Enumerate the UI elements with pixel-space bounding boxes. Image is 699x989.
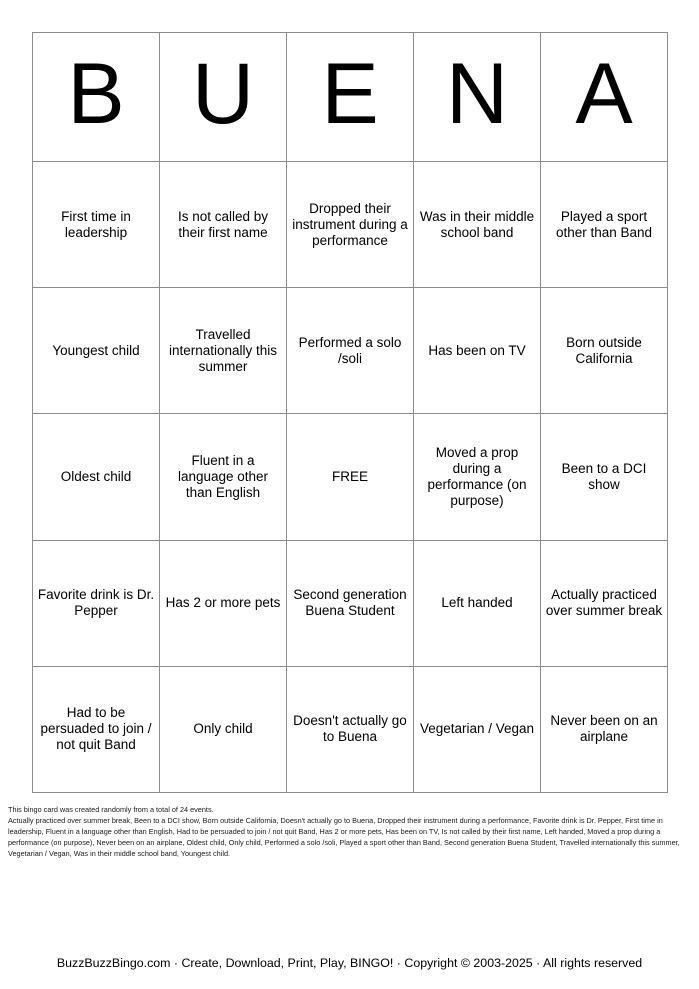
bingo-cell[interactable] (33, 162, 160, 288)
bingo-cell[interactable] (33, 288, 160, 414)
header-letter-u: U (160, 33, 287, 162)
bingo-cell-label: Has 2 or more pets (165, 595, 281, 611)
bingo-cell-label: FREE (331, 469, 368, 484)
bingo-row (33, 541, 668, 667)
bingo-cell-label: Is not called by their first name (177, 208, 269, 240)
bingo-cell[interactable] (287, 288, 414, 414)
bingo-cell-label: Travelled internationally this summer (168, 326, 278, 374)
bingo-cell[interactable] (541, 162, 668, 288)
bingo-cell[interactable] (287, 162, 414, 288)
fineprint-events-list: Actually practiced over summer break, Been to a DCI show, Born outside California, Doesn't actually go to Buena, Dropped their instrument during a performance, Favorite drink is Dr. Pepper, First time in leadership, Fluent in a language other than English, Had to be persuaded to join / not quit Band, Has 2 or more pets, Has been on TV, Is not called by their first name, Left handed, Moved a prop during a performance (on purpose), Never been on an airplane, Oldest child, Only child, Performed a solo /soli, Played a sport other than Band, Second generation Buena Student, Travelled internationally this summer, Vegetarian / Vegan, Was in their middle school band, Youngest child. (8, 816, 680, 859)
bingo-cell-label: Moved a prop during a performance (on purpose) (427, 445, 527, 508)
bingo-cell-label: Born outside California (566, 334, 642, 366)
bingo-cell-label: Only child (193, 721, 253, 737)
bingo-row (33, 667, 668, 793)
bingo-cell-label: Played a sport other than Band (555, 208, 653, 240)
bingo-cell-label: Been to a DCI show (561, 461, 647, 492)
bingo-cell-label: Has been on TV (428, 342, 526, 358)
bingo-cell[interactable] (414, 288, 541, 414)
header-letter-n: N (414, 33, 541, 162)
bingo-header-row (33, 33, 668, 162)
bingo-cell[interactable] (414, 414, 541, 540)
header-letter-e: E (287, 33, 414, 162)
bingo-cell[interactable] (160, 162, 287, 288)
bingo-cell-label: Fluent in a language other than English (177, 453, 269, 500)
bingo-cell[interactable] (33, 414, 160, 540)
bingo-cell-label: First time in leadership (61, 208, 131, 240)
bingo-cell-label: Actually practiced over summer break (545, 587, 663, 619)
bingo-cell-label: Left handed (441, 595, 513, 611)
bingo-cell[interactable] (414, 667, 541, 793)
bingo-cell[interactable] (33, 541, 160, 667)
bingo-cell-label: Had to be persuaded to join / not quit Band (40, 705, 152, 753)
bingo-cell-label: Youngest child (52, 342, 140, 358)
fineprint (8, 804, 692, 859)
bingo-cell[interactable] (33, 667, 160, 793)
bingo-cell[interactable] (541, 541, 668, 667)
bingo-cell-label: Never been on an airplane (550, 713, 658, 745)
bingo-cell[interactable] (541, 414, 668, 540)
bingo-cell-label: Doesn't actually go to Buena (293, 713, 407, 745)
bingo-row (33, 162, 668, 288)
bingo-cell[interactable] (541, 667, 668, 793)
bingo-cell-label: Oldest child (60, 469, 132, 484)
header-letter-a: A (541, 33, 668, 162)
bingo-row (33, 414, 668, 540)
bingo-cell-label: Dropped their instrument during a performance (292, 200, 408, 248)
footer-text: BuzzBuzzBingo.com · Create, Download, Print, Play, BINGO! · Copyright © 2003-2025 · All rights reserved (56, 956, 643, 970)
bingo-cell[interactable] (160, 288, 287, 414)
bingo-cell[interactable] (160, 667, 287, 793)
bingo-cell-label: Second generation Buena Student (293, 587, 407, 619)
footer (0, 955, 699, 971)
bingo-cell-free[interactable] (287, 414, 414, 540)
bingo-cell-label: Favorite drink is Dr. Pepper (37, 587, 155, 619)
bingo-cell[interactable] (287, 667, 414, 793)
bingo-cell[interactable] (414, 541, 541, 667)
bingo-cell-label: Was in their middle school band (419, 208, 535, 240)
bingo-cell-label: Vegetarian / Vegan (419, 721, 535, 737)
bingo-cell[interactable] (160, 414, 287, 540)
fineprint-intro: This bingo card was created randomly from a total of 24 events. (8, 805, 214, 814)
header-letter-b: B (33, 33, 160, 162)
bingo-cell[interactable] (160, 541, 287, 667)
bingo-row (33, 288, 668, 414)
bingo-cell[interactable] (287, 541, 414, 667)
bingo-grid (32, 32, 668, 793)
bingo-cell[interactable] (541, 288, 668, 414)
bingo-cell-label: Performed a solo /soli (298, 334, 402, 366)
bingo-cell[interactable] (414, 162, 541, 288)
